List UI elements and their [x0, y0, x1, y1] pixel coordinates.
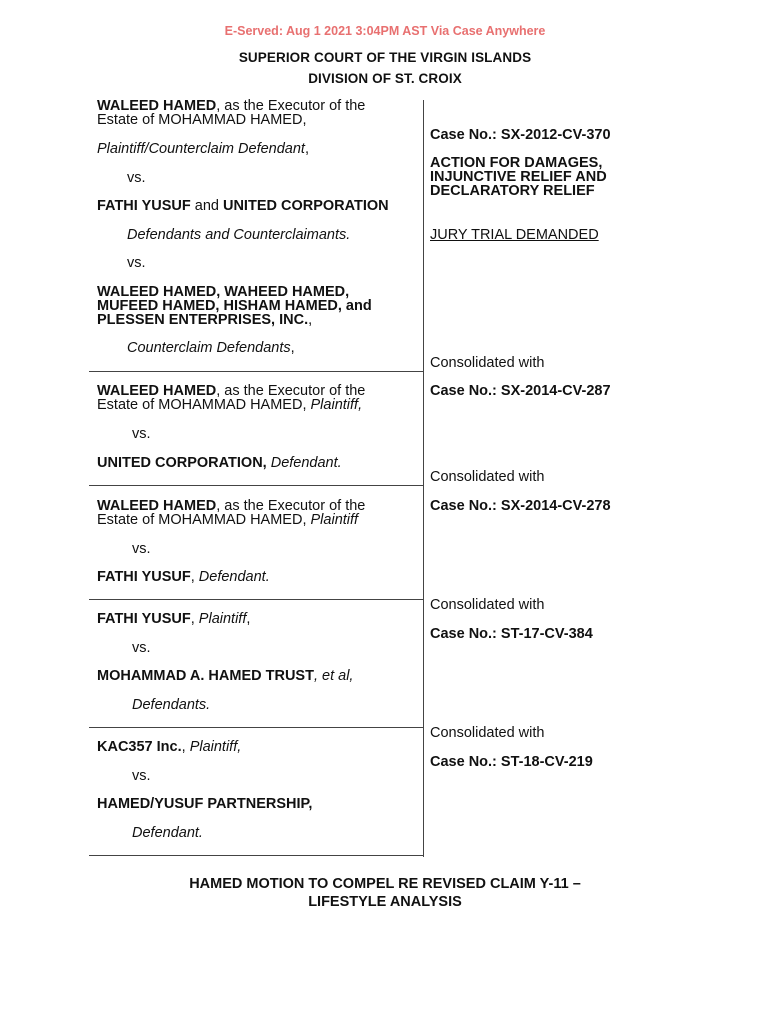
party-name: HAMED/YUSUF PARTNERSHIP,	[97, 796, 313, 812]
consolidated-with: Consolidated with	[430, 597, 545, 613]
party-role: Plaintiff	[198, 611, 247, 627]
case-number-5	[430, 755, 593, 769]
party-desc: Estate of MOHAMMAD HAMED,	[97, 512, 311, 528]
case-number-4	[430, 627, 593, 641]
versus: vs.	[127, 255, 146, 271]
caption-divider-2	[89, 485, 423, 486]
party-desc-line: Estate of MOHAMMAD HAMED,	[97, 112, 307, 128]
defendant-line	[97, 570, 270, 584]
party-role-line	[127, 341, 295, 355]
defendant-line	[97, 456, 342, 470]
case-label: Case No.:	[430, 127, 501, 143]
document-title-line-2: LIFESTYLE ANALYSIS	[308, 894, 462, 910]
punctuation: ,	[308, 312, 313, 328]
party-desc: , as the Executor of the	[216, 98, 366, 114]
party-role: Plaintiff,	[189, 739, 242, 755]
party-name: UNITED CORPORATION,	[97, 455, 267, 471]
party-name: WALEED HAMED	[97, 383, 217, 399]
party-line	[97, 384, 365, 398]
document-title-line-1: HAMED MOTION TO COMPEL RE REVISED CLAIM Y-11 –	[189, 876, 581, 892]
case-no: SX-2014-CV-278	[500, 498, 611, 514]
action-line: ACTION FOR DAMAGES,	[430, 155, 603, 171]
case-no: SX-2014-CV-287	[500, 383, 611, 399]
court-division: DIVISION OF ST. CROIX	[308, 71, 462, 86]
e-served-stamp: E-Served: Aug 1 2021 3:04PM AST Via Case Anywhere	[224, 24, 546, 38]
versus: vs.	[132, 640, 151, 656]
case-number-3	[430, 499, 611, 513]
jury-trial-demanded: JURY TRIAL DEMANDED	[430, 227, 599, 243]
versus: vs.	[132, 768, 151, 784]
consolidated-with: Consolidated with	[430, 355, 545, 371]
party-name: PLESSEN ENTERPRISES, INC.	[97, 312, 309, 328]
case-label: Case No.:	[430, 626, 501, 642]
party-role: Plaintiff,	[310, 397, 363, 413]
action-line: DECLARATORY RELIEF	[430, 183, 595, 199]
party-desc: , as the Executor of the	[216, 498, 366, 514]
party-line	[97, 740, 241, 754]
party-desc-line	[97, 398, 362, 412]
counterclaim-defendants-line: WALEED HAMED, WAHEED HAMED,	[97, 284, 350, 300]
party-role: Defendant.	[198, 569, 270, 585]
punctuation: ,	[290, 340, 295, 356]
punctuation: ,	[181, 739, 190, 755]
party-role: Counterclaim Defendants	[127, 340, 291, 356]
party-desc-line	[97, 513, 358, 527]
court-name: SUPERIOR COURT OF THE VIRGIN ISLANDS	[238, 50, 532, 65]
party-role: Plaintiff	[310, 512, 359, 528]
party-role: Defendant.	[266, 455, 342, 471]
party-name: WALEED HAMED	[97, 98, 217, 114]
party-name: FATHI YUSUF	[97, 198, 191, 214]
case-label: Case No.:	[430, 383, 501, 399]
caption-divider-3	[89, 599, 423, 600]
punctuation: ,	[246, 611, 251, 627]
party-line	[97, 99, 365, 113]
case-label: Case No.:	[430, 754, 501, 770]
party-role: Defendant.	[132, 825, 203, 841]
party-name: UNITED CORPORATION	[222, 198, 389, 214]
defendant-line	[97, 669, 353, 683]
consolidated-with: Consolidated with	[430, 469, 545, 485]
case-label: Case No.:	[430, 498, 501, 514]
caption-divider-vertical	[423, 100, 424, 857]
party-role: Plaintiff/Counterclaim Defendant	[97, 141, 305, 157]
punctuation: ,	[304, 141, 309, 157]
counterclaim-defendants-line	[97, 313, 312, 327]
versus: vs.	[132, 426, 151, 442]
party-role-line	[97, 142, 309, 156]
consolidated-with: Consolidated with	[430, 725, 545, 741]
case-number-1	[430, 128, 611, 142]
party-name: FATHI YUSUF	[97, 569, 191, 585]
et-al: , et al,	[313, 668, 354, 684]
case-number-2	[430, 384, 611, 398]
conjunction: and	[190, 198, 223, 214]
versus: vs.	[132, 541, 151, 557]
punctuation: ,	[190, 611, 199, 627]
versus: vs.	[127, 170, 146, 186]
party-name: KAC357 Inc.	[97, 739, 182, 755]
party-name: FATHI YUSUF	[97, 611, 191, 627]
counterclaim-defendants-line: MUFEED HAMED, HISHAM HAMED, and	[97, 298, 372, 314]
party-role: Defendants and Counterclaimants.	[127, 227, 351, 243]
caption-divider-5	[89, 855, 423, 856]
party-line	[97, 499, 365, 513]
party-name: WALEED HAMED	[97, 498, 217, 514]
party-desc: Estate of MOHAMMAD HAMED,	[97, 397, 311, 413]
party-desc: , as the Executor of the	[216, 383, 366, 399]
case-no: ST-18-CV-219	[500, 754, 593, 770]
defendant-line	[97, 199, 389, 213]
caption-divider-4	[89, 727, 423, 728]
caption-divider-1	[89, 371, 423, 372]
punctuation: ,	[190, 569, 199, 585]
case-no: SX-2012-CV-370	[500, 127, 611, 143]
case-no: ST-17-CV-384	[500, 626, 593, 642]
party-role: Defendants.	[132, 697, 211, 713]
party-line	[97, 612, 250, 626]
action-line: INJUNCTIVE RELIEF AND	[430, 169, 607, 185]
party-name: MOHAMMAD A. HAMED TRUST	[97, 668, 314, 684]
